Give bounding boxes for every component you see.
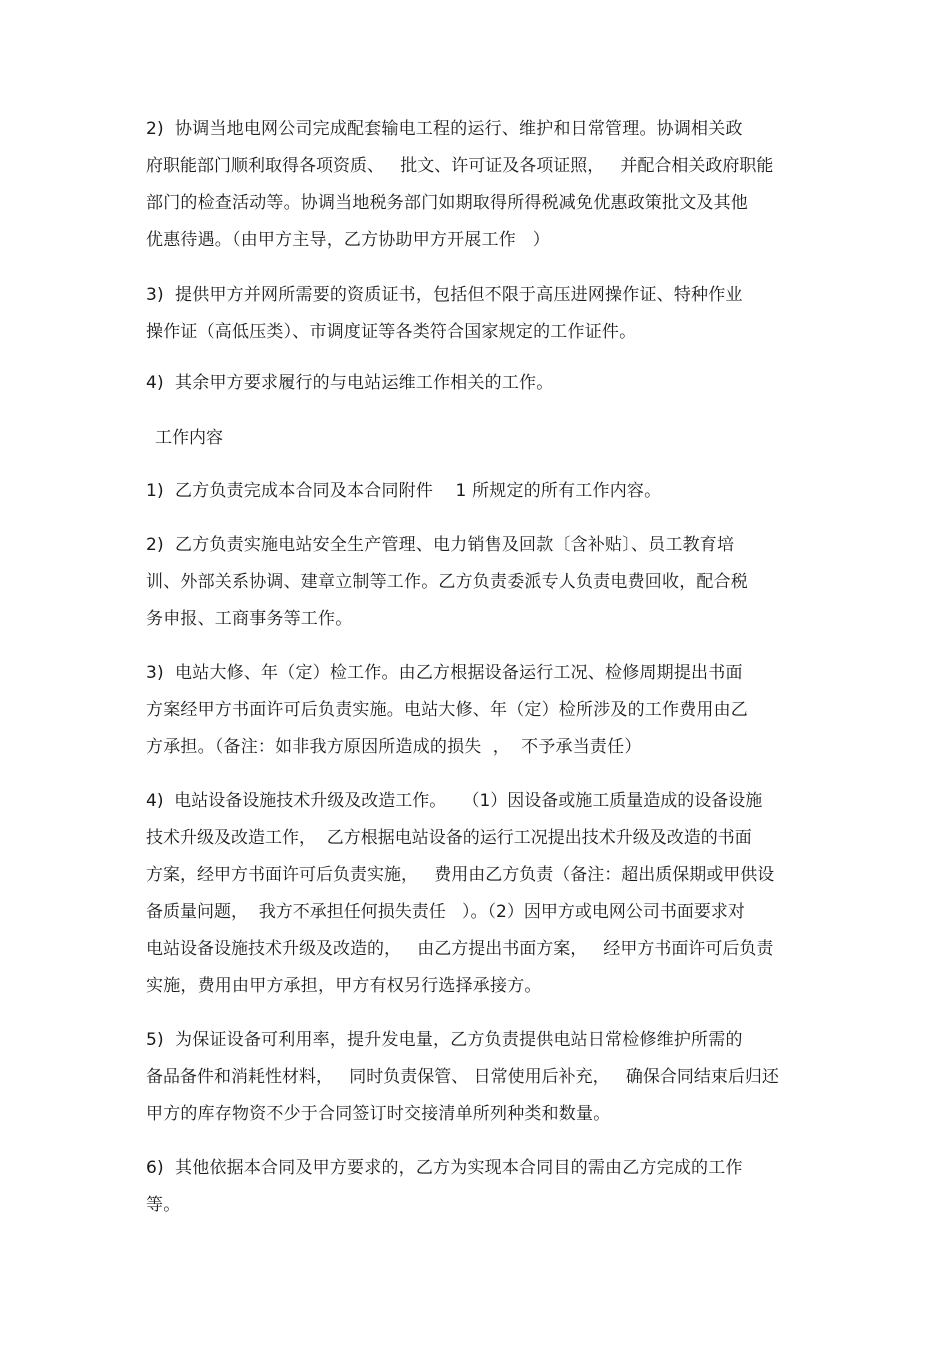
paragraph-line: 5) 为保证设备可利用率，提升发电量，乙方负责提供电站日常检修维护所需的 — [146, 1030, 743, 1050]
paragraph-line: 技术升级及改造工作， 乙方根据电站设备的运行工况提出技术升级及改造的书面 — [146, 828, 752, 848]
work-item-5 — [146, 1022, 806, 1133]
section-heading: 工作内容 — [155, 428, 223, 448]
work-item-2 — [146, 527, 806, 638]
paragraph-line: 操作证（高低压类）、市调度证等各类符合国家规定的工作证件。 — [146, 322, 637, 342]
paragraph-line: 1) 乙方负责完成本合同及本合同附件 1 所规定的所有工作内容。 — [146, 481, 662, 501]
work-item-6 — [146, 1150, 806, 1224]
paragraph-certificates — [146, 277, 806, 351]
paragraph-line: 3) 提供甲方并网所需要的资质证书，包括但不限于高压进网操作证、特种作业 — [146, 285, 743, 305]
paragraph-line: 3) 电站大修、年（定）检工作。由乙方根据设备运行工况、检修周期提出书面 — [146, 663, 743, 683]
paragraph-line: 等。 — [146, 1195, 181, 1215]
paragraph-line: 部门的检查活动等。协调当地税务部门如期取得所得税减免优惠政策批文及其他 — [146, 193, 748, 213]
paragraph-line: 务申报、工商事务等工作。 — [146, 609, 353, 629]
paragraph-line: 府职能部门顺利取得各项资质、 批文、许可证及各项证照， 并配合相关政府职能 — [146, 156, 774, 176]
work-item-4 — [146, 783, 806, 1005]
paragraph-line: 6) 其他依据本合同及甲方要求的，乙方为实现本合同目的需由乙方完成的工作 — [146, 1158, 743, 1178]
work-item-1 — [146, 473, 806, 510]
paragraph-line: 2) 乙方负责实施电站安全生产管理、电力销售及回款〔含补贴〕、员工教育培 — [146, 535, 735, 555]
paragraph-coordinate — [146, 111, 806, 259]
paragraph-line: 备品备件和消耗性材料， 同时负责保管、 日常使用后补充， 确保合同结束后归还 — [146, 1067, 779, 1087]
paragraph-line: 甲方的库存物资不少于合同签订时交接清单所列种类和数量。 — [146, 1104, 611, 1124]
paragraph-line: 4) 其余甲方要求履行的与电站运维工作相关的工作。 — [146, 373, 554, 393]
work-item-3 — [146, 655, 806, 766]
paragraph-other — [146, 365, 806, 402]
paragraph-line: 优惠待遇。（由甲方主导，乙方协助甲方开展工作 ） — [146, 230, 550, 250]
paragraph-line: 方案经甲方书面许可后负责实施。电站大修、年（定）检所涉及的工作费用由乙 — [146, 700, 748, 720]
paragraph-line: 方承担。（备注：如非我方原因所造成的损失 ， 不予承当责任） — [146, 737, 642, 757]
paragraph-line: 电站设备设施技术升级及改造的， 由乙方提出书面方案， 经甲方书面许可后负责 — [146, 939, 774, 959]
paragraph-line: 实施，费用由甲方承担，甲方有权另行选择承接方。 — [146, 976, 542, 996]
paragraph-line: 方案，经甲方书面许可后负责实施， 费用由乙方负责（备注：超出质保期或甲供设 — [146, 865, 775, 885]
paragraph-line: 备质量问题， 我方不承担任何损失责任 ）。（2）因甲方或电网公司书面要求对 — [146, 902, 745, 922]
paragraph-line: 4) 电站设备设施技术升级及改造工作。 （1）因设备或施工质量造成的设备设施 — [146, 791, 763, 811]
paragraph-line: 2) 协调当地电网公司完成配套输电工程的运行、维护和日常管理。协调相关政 — [146, 119, 743, 139]
paragraph-line: 训、外部关系协调、建章立制等工作。乙方负责委派专人负责电费回收，配合税 — [146, 572, 748, 592]
